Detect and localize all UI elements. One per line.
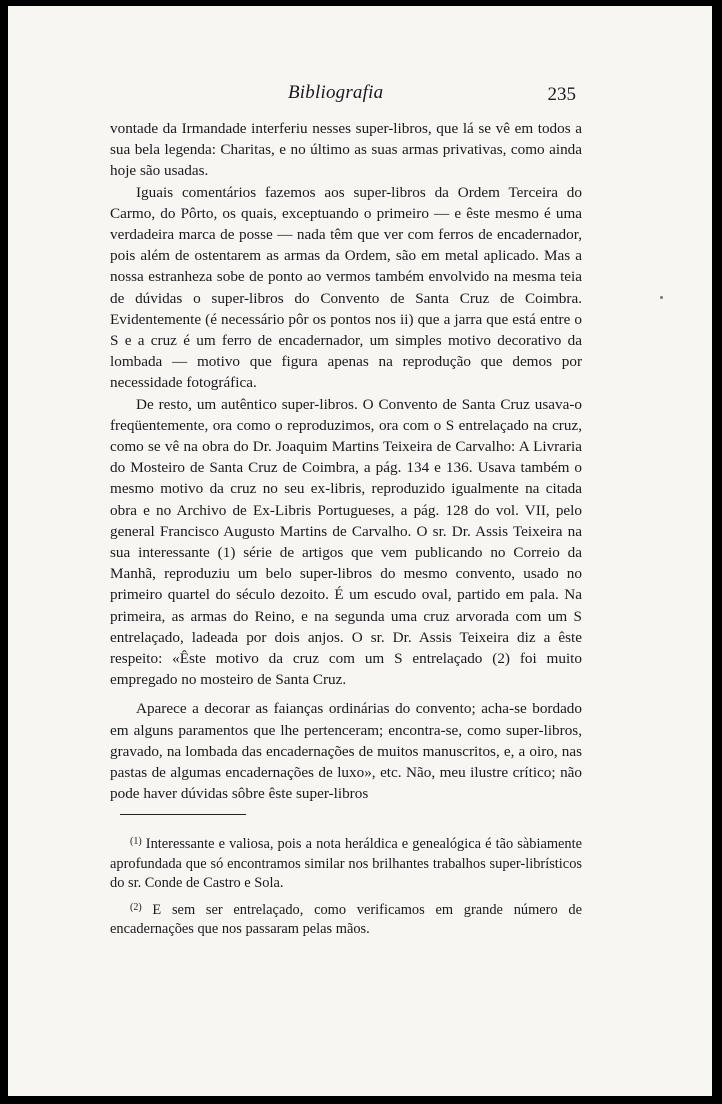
paragraph: Iguais comentários fazemos aos super-libros da Ordem Terceira do Carmo, do Pôrto, os quais, exceptuando o primeiro — e êste mesmo é uma verdadeira marca de posse — nada têm que ver com ferros de encadernador, pois além de ostentarem as armas da Ordem, são em metal aplicado. Mas a nossa estranheza sobe de ponto ao vermos também envolvido na mesma teia de dúvidas o super-libros do Convento de Santa Cruz de Coimbra. Evidentemente (é necessário pôr os pontos nos ii) que a jarra que está entre o S e a cruz é um ferro de encadernador, um simples motivo decorativo da lombada — motivo que figura apenas na reprodução que demos por necessidade fotográfica. — [110, 183, 582, 392]
paragraph: Aparece a decorar as faianças ordinárias do convento; acha-se bordado em alguns paramentos que lhe pertenceram; encontra-se, como super-libros, gravado, na lombada das encadernações de muitos manuscritos, e, a oiro, nas pastas de algumas encadernações de luxo», etc. Não, meu ilustre crítico; não pode haver dúvidas sôbre êste super-libros — [110, 700, 582, 803]
running-title: Bibliografia — [288, 82, 384, 103]
footnotes — [110, 832, 582, 944]
footnote-divider — [120, 814, 246, 815]
paragraph: De resto, um autêntico super-libros. O Convento de Santa Cruz usava-o freqüentemente, ora como o reproduzimos, ora com o S entrelaçado na cruz, como se vê na obra do Dr. Joaquim Martins Teixeira de Carvalho: A Livraria do Mosteiro de Santa Cruz de Coimbra, a pág. 134 e 136. Usava também o mesmo motivo da cruz no seu ex-libris, reproduzido igualmente na citada obra e no Archivo de Ex-Libris Portugueses, a pág. 128 do vol. VII, pelo general Francisco Augusto Martins de Carvalho. O sr. Dr. Assis Teixeira na sua interessante (1) série de artigos que vem publicando no Correio da Manhã, reproduziu um belo super-libros do mesmo convento, usado no primeiro quartel do século dezoito. É um escudo oval, partido em pala. Na primeira, as armas do Reino, e na segunda uma cruz arvorada com um S entrelaçado, ladeada por dois anjos. O sr. Dr. Assis Teixeira diz a êste respeito: «Êste motivo da cruz com um S entrelaçado (2) foi muito empregado no mosteiro de Santa Cruz. — [110, 395, 582, 689]
footnote-text: E sem ser entrelaçado, como verificamos em grande número de encadernações que nos passaram pelas mãos. — [110, 901, 582, 938]
footnote — [110, 898, 582, 940]
footnote-text: Interessante e valiosa, pois a nota heráldica e genealógica é tão sàbiamente aprofundada que só encontramos similar nos brilhantes trabalhos super-librísticos do sr. Conde de Castro e Sola. — [110, 836, 582, 892]
paragraph-continued: vontade da Irmandade interferiu nesses super-libros, que lá se vê em todos a sua bela legenda: Charitas, e no último as suas armas privativas, como ainda hoje são usadas. — [110, 120, 582, 180]
paper-speck — [660, 296, 663, 299]
footnote-marker: (1) — [130, 836, 142, 847]
body-text — [110, 118, 582, 805]
book-page — [8, 6, 712, 1096]
footnote — [110, 832, 582, 894]
page-number: 235 — [547, 84, 576, 105]
footnote-marker: (2) — [130, 901, 142, 913]
running-header — [8, 78, 712, 108]
